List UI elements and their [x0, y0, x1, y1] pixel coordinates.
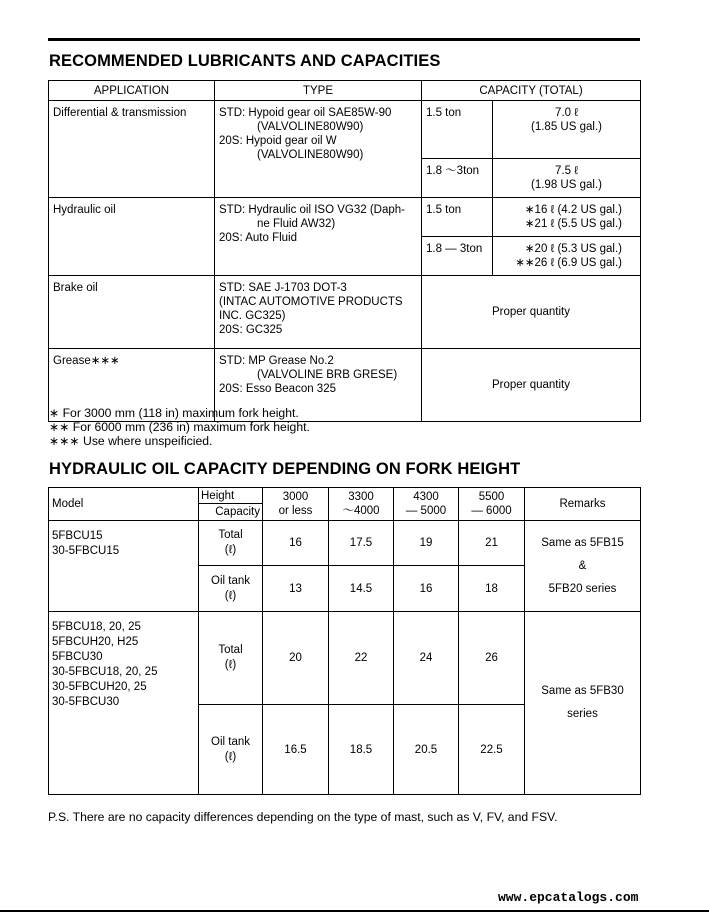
type-cell	[215, 276, 422, 349]
kind-unit: (ℓ)	[224, 750, 237, 763]
capacity-cell: Proper quantity	[422, 349, 641, 422]
kind-cell	[199, 566, 263, 612]
application-cell: Hydraulic oil	[49, 198, 215, 276]
footer-url: www.epcatalogs.com	[498, 890, 639, 905]
table-row	[49, 101, 641, 159]
table-row	[49, 612, 641, 705]
header-text: 3000	[282, 491, 309, 503]
ton-cell: 1.8 ～3ton	[422, 159, 493, 198]
kind-unit: (ℓ)	[224, 659, 237, 671]
model-name: 5FBCUH20, H25	[52, 636, 139, 648]
kind-cell	[199, 705, 263, 795]
table-row	[49, 276, 641, 349]
application-cell: Brake oil	[49, 276, 215, 349]
header-height: Height	[201, 490, 235, 502]
header-remarks: Remarks	[525, 488, 641, 521]
remarks-text: Same as 5FB30	[541, 685, 624, 697]
capacity-value: (1.98 US gal.)	[531, 179, 602, 191]
ton-cell: 1.5 ton	[422, 101, 493, 159]
remarks-text: Same as 5FB15	[541, 536, 624, 549]
model-name: 30-5FBCU18, 20, 25	[52, 666, 158, 678]
type-line: ne Fluid AW32)	[257, 218, 336, 230]
capacity-value: ∗20 ℓ (5.3 US gal.)	[524, 243, 622, 255]
type-line: STD: MP Grease No.2	[219, 355, 334, 367]
ton-cell: 1.8 — 3ton	[422, 237, 493, 276]
value-cell: 16	[263, 521, 329, 566]
model-name: 5FBCU30	[52, 651, 103, 663]
value-cell: 22	[329, 612, 394, 705]
application-cell: Differential & transmission	[49, 101, 215, 198]
value-cell: 21	[459, 521, 525, 566]
kind-label: Total	[218, 644, 243, 656]
type-line: (INTAC AUTOMOTIVE PRODUCTS	[219, 296, 403, 308]
type-line: (VALVOLINE80W90)	[257, 121, 364, 133]
capacity-cell: Proper quantity	[422, 276, 641, 349]
hydraulic-capacity-table	[48, 487, 641, 795]
section-title-lubricants: RECOMMENDED LUBRICANTS AND CAPACITIES	[49, 52, 441, 70]
capacity-value: ∗16 ℓ (4.2 US gal.)	[524, 204, 622, 216]
header-text: ～4000	[342, 505, 380, 517]
ton-cell: 1.5 ton	[422, 198, 493, 237]
header-text: 3300	[348, 491, 374, 503]
type-line: (VALVOLINE80W90)	[257, 149, 364, 161]
type-line: STD: SAE J-1703 DOT-3	[219, 282, 347, 294]
kind-unit: (ℓ)	[224, 544, 237, 556]
capacity-value: ∗∗26 ℓ (6.9 US gal.)	[515, 257, 622, 269]
header-text: 5500	[478, 491, 505, 503]
capacity-cell	[493, 101, 641, 159]
kind-cell	[199, 612, 263, 705]
capacity-cell	[493, 159, 641, 198]
postscript-note: P.S. There are no capacity differences depending on the type of mast, such as V, FV, and FSV.	[48, 810, 558, 824]
table-row	[49, 521, 641, 566]
remarks-text: &	[578, 559, 587, 572]
capacity-value: ∗21 ℓ (5.5 US gal.)	[524, 218, 622, 230]
model-cell	[49, 521, 199, 612]
header-text: — 6000	[471, 505, 512, 517]
model-name: 5FBCU18, 20, 25	[52, 621, 141, 633]
type-cell	[215, 198, 422, 276]
capacity-value: 7.0 ℓ	[555, 107, 578, 119]
header-height-3	[394, 488, 459, 521]
header-model: Model	[49, 488, 199, 521]
value-cell: 19	[394, 521, 459, 566]
value-cell: 20	[263, 612, 329, 705]
footnotes	[49, 406, 310, 448]
type-line: (VALVOLINE BRB GRESE)	[257, 369, 398, 381]
bottom-rule	[0, 910, 709, 912]
type-line: 20S: Auto Fluid	[219, 232, 297, 244]
table-row	[49, 198, 641, 237]
kind-unit: (ℓ)	[224, 589, 237, 602]
header-height-1	[263, 488, 329, 521]
hydraulic-header-row	[49, 488, 641, 521]
kind-label: Oil tank	[211, 574, 250, 587]
remarks-text: series	[567, 708, 598, 720]
value-cell: 24	[394, 612, 459, 705]
footnote: ∗∗ For 6000 mm (236 in) maximum fork height.	[49, 420, 310, 434]
model-name: 30-5FBCUH20, 25	[52, 681, 147, 693]
remarks-cell	[525, 612, 641, 795]
header-text: or less	[278, 505, 313, 517]
value-cell: 13	[263, 566, 329, 612]
section-title-hydraulic: HYDRAULIC OIL CAPACITY DEPENDING ON FORK HEIGHT	[49, 460, 521, 478]
remarks-cell	[525, 521, 641, 612]
header-text: 4300	[413, 491, 439, 503]
value-cell: 16	[394, 566, 459, 612]
header-divider	[199, 503, 262, 504]
footnote: ∗∗∗ Use where unspeificied.	[49, 434, 213, 448]
header-capacity: Capacity	[215, 506, 260, 518]
lubricants-header-row	[49, 81, 641, 101]
value-cell: 18	[459, 566, 525, 612]
remarks-text: 5FB20 series	[548, 582, 617, 595]
type-line: INC. GC325)	[219, 310, 286, 322]
header-application: APPLICATION	[49, 81, 215, 101]
value-cell: 20.5	[394, 705, 459, 795]
capacity-value: 7.5 ℓ	[555, 165, 578, 177]
type-line: 20S: GC325	[219, 324, 283, 336]
header-height-2	[329, 488, 394, 521]
kind-label: Total	[218, 529, 243, 541]
header-text: — 5000	[405, 505, 447, 517]
top-rule	[48, 38, 640, 41]
value-cell: 26	[459, 612, 525, 705]
type-line: 20S: Esso Beacon 325	[219, 383, 336, 395]
kind-cell	[199, 521, 263, 566]
header-height-4	[459, 488, 525, 521]
model-name: 30-5FBCU15	[52, 545, 120, 557]
type-line: STD: Hydraulic oil ISO VG32 (Daph-	[219, 204, 405, 216]
capacity-value: (1.85 US gal.)	[531, 121, 602, 133]
header-height-capacity	[199, 488, 263, 521]
model-name: 30-5FBCU30	[52, 696, 120, 708]
type-line: STD: Hypoid gear oil SAE85W-90	[219, 107, 392, 119]
footnote: ∗ For 3000 mm (118 in) maximum fork height.	[49, 406, 299, 420]
value-cell: 16.5	[263, 705, 329, 795]
type-line: 20S: Hypoid gear oil W	[219, 135, 337, 147]
header-type: TYPE	[215, 81, 422, 101]
capacity-cell	[493, 198, 641, 237]
model-cell	[49, 612, 199, 795]
value-cell: 17.5	[329, 521, 394, 566]
value-cell: 22.5	[459, 705, 525, 795]
application-cell: Grease∗∗∗	[49, 349, 215, 422]
header-capacity: CAPACITY (TOTAL)	[422, 81, 641, 101]
value-cell: 18.5	[329, 705, 394, 795]
capacity-cell	[493, 237, 641, 276]
value-cell: 14.5	[329, 566, 394, 612]
kind-label: Oil tank	[211, 735, 250, 748]
lubricants-table	[48, 80, 641, 422]
model-name: 5FBCU15	[52, 530, 103, 542]
type-cell	[215, 101, 422, 198]
